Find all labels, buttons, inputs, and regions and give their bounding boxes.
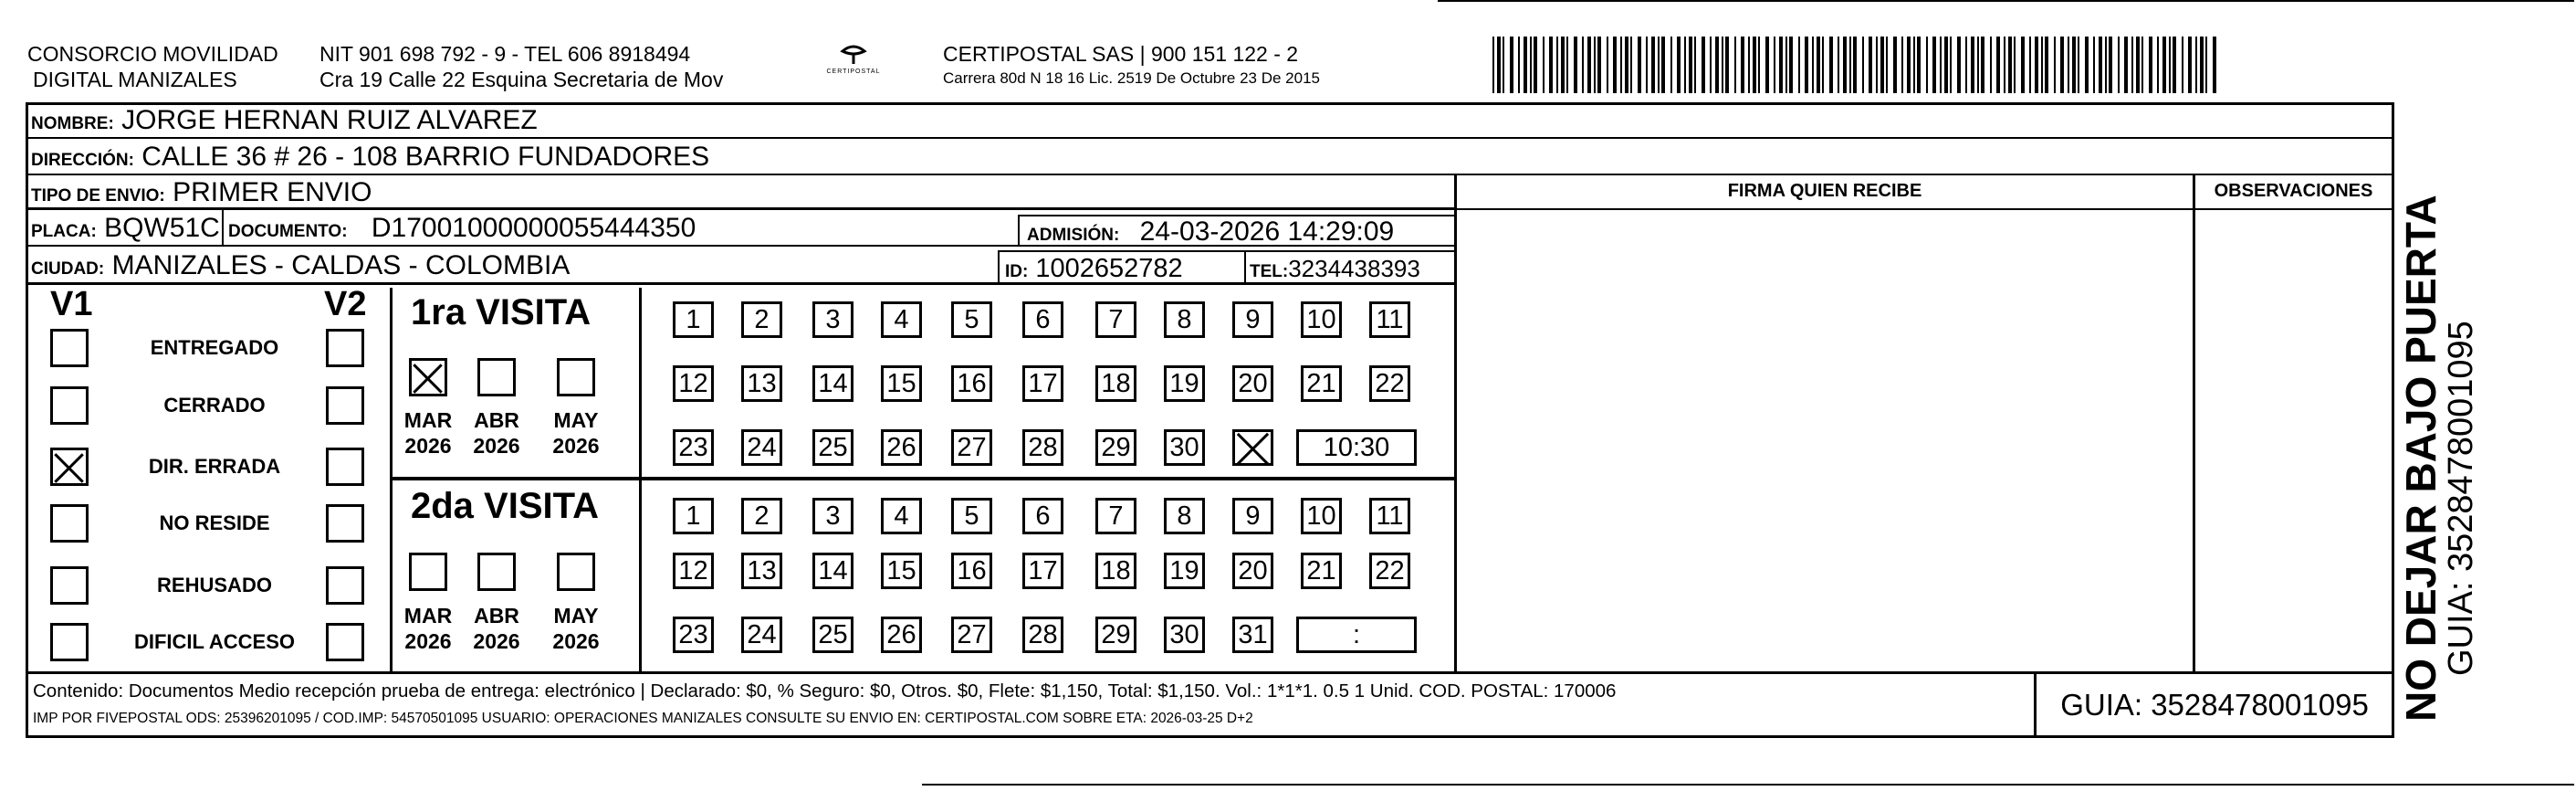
barcode-bar: [1694, 37, 1696, 93]
certipostal-license: Carrera 80d N 18 16 Lic. 2519 De Octubre 23 De 2015: [943, 69, 1320, 87]
barcode-bar: [2078, 37, 2079, 93]
barcode-bar: [1658, 37, 1660, 93]
contenido-text: Contenido: Documentos Medio recepción prueba de entrega: electrónico | Declarado: $0, % Seguro: $0, Otros. $0, Flete: $1,150, Total: $1,150. Vol.: 1*1*1. 0.5 1 Unid. COD. POSTAL: 170006: [33, 680, 1617, 701]
second-day-22[interactable]: 22: [1369, 553, 1410, 589]
barcode-bar: [2099, 37, 2102, 93]
second-day-24[interactable]: 24: [741, 617, 782, 653]
second-day-14[interactable]: 14: [812, 553, 853, 589]
firma-header: FIRMA QUIEN RECIBE: [1727, 181, 1922, 201]
barcode-bar: [1765, 37, 1769, 93]
barcode-bar: [2118, 37, 2120, 93]
barcode-bar: [2162, 37, 2166, 93]
documento-value: D17001000000055444350: [371, 213, 696, 243]
barcode-bar: [2169, 37, 2171, 93]
second-month-checkbox-1[interactable]: [477, 553, 516, 591]
barcode-bar: [2054, 37, 2056, 93]
second-day-23[interactable]: 23: [673, 617, 714, 653]
second-day-19[interactable]: 19: [1164, 553, 1205, 589]
barcode-bar: [1758, 37, 1760, 93]
barcode-bar: [1646, 37, 1648, 93]
barcode-bar: [1805, 37, 1808, 93]
ciudad-value: MANIZALES - CALDAS - COLOMBIA: [111, 250, 571, 280]
barcode-bar: [1940, 37, 1942, 93]
barcode-bar: [1913, 37, 1915, 93]
first-day-30[interactable]: 30: [1164, 429, 1205, 466]
barcode-bar: [1625, 37, 1628, 93]
v1-header: V1: [50, 285, 93, 323]
second-month-checkbox-0[interactable]: [409, 553, 447, 591]
v1-checkbox-5[interactable]: [50, 623, 89, 661]
ciudad-label: CIUDAD:: [31, 259, 105, 279]
certipostal-info: [943, 41, 1320, 90]
barcode-bar: [2004, 37, 2005, 93]
barcode-bar: [1530, 37, 1532, 93]
second-day-20[interactable]: 20: [1232, 553, 1273, 589]
company-line-1: CONSORCIO MOVILIDAD: [27, 42, 278, 66]
nit-line: NIT 901 698 792 - 9 - TEL 606 8918494: [319, 42, 691, 66]
barcode-bar: [2014, 37, 2016, 93]
v2-checkbox-5[interactable]: [326, 623, 364, 661]
barcode-bar: [1944, 37, 1948, 93]
barcode-bar: [1638, 37, 1641, 93]
barcode-bar: [2109, 37, 2112, 93]
first-day-9[interactable]: 9: [1232, 301, 1273, 338]
v2-checkbox-3[interactable]: [326, 504, 364, 543]
barcode-bar: [1926, 37, 1928, 93]
placa-value: BQW51C: [104, 213, 220, 243]
barcode-bar: [1853, 37, 1857, 93]
first-day-29[interactable]: 29: [1095, 429, 1136, 466]
first-day-7[interactable]: 7: [1095, 301, 1136, 338]
barcode-bar: [1917, 37, 1921, 93]
barcode-bar: [2072, 37, 2076, 93]
barcode-bar: [1829, 37, 1833, 93]
second-day-27[interactable]: 27: [951, 617, 992, 653]
barcode-bar: [1574, 37, 1577, 93]
first-day-26[interactable]: 26: [881, 429, 922, 466]
barcode-bar: [2008, 37, 2012, 93]
nombre-label: NOMBRE:: [31, 114, 114, 133]
barcode-bar: [2188, 37, 2192, 93]
second-day-11[interactable]: 11: [1369, 498, 1410, 534]
v1-checkbox-1[interactable]: [50, 386, 89, 425]
first-day-12[interactable]: 12: [673, 365, 714, 402]
second-day-8[interactable]: 8: [1164, 498, 1205, 534]
barcode-bar: [2041, 37, 2043, 93]
second-day-12[interactable]: 12: [673, 553, 714, 589]
second-month-label: MAR: [403, 604, 453, 628]
barcode-bar: [1981, 37, 1984, 93]
logo-text: CERTIPOSTAL: [826, 69, 881, 75]
first-visit-title: 1ra VISITA: [411, 292, 592, 332]
v2-header: V2: [324, 285, 367, 323]
barcode-bar: [1524, 37, 1527, 93]
second-month-label: MAY: [553, 604, 599, 628]
first-time-box[interactable]: 10:30: [1296, 429, 1417, 466]
first-month-label: MAY: [553, 408, 599, 432]
second-day-9[interactable]: 9: [1232, 498, 1273, 534]
first-day-25[interactable]: 25: [812, 429, 853, 466]
direccion-value: CALLE 36 # 26 - 108 BARRIO FUNDADORES: [141, 142, 710, 172]
first-day-17[interactable]: 17: [1022, 365, 1063, 402]
first-day-28[interactable]: 28: [1022, 429, 1063, 466]
barcode-bar: [1785, 37, 1787, 93]
tipo-envio-label: TIPO DE ENVIO:: [31, 186, 165, 206]
barcode-bar: [1822, 37, 1824, 93]
barcode-bar: [1543, 37, 1545, 93]
second-day-7[interactable]: 7: [1095, 498, 1136, 534]
first-day-14[interactable]: 14: [812, 365, 853, 402]
barcode-bar: [1556, 37, 1558, 93]
barcode-bar: [1862, 37, 1864, 93]
barcode-bar: [1561, 37, 1565, 93]
status-option-label: DIR. ERRADA: [148, 455, 281, 478]
second-day-26[interactable]: 26: [881, 617, 922, 653]
barcode-bar: [1503, 37, 1504, 93]
first-day-6[interactable]: 6: [1022, 301, 1063, 338]
barcode-bar: [1597, 37, 1601, 93]
barcode-bar: [2105, 37, 2107, 93]
barcode-bar: [1965, 37, 1967, 93]
tel-label: TEL:: [1250, 262, 1289, 281]
barcode-bar: [2141, 37, 2143, 93]
barcode-bar: [1901, 37, 1903, 93]
second-day-1[interactable]: 1: [673, 498, 714, 534]
second-day-21[interactable]: 21: [1301, 553, 1342, 589]
observaciones-area[interactable]: [2195, 210, 2392, 671]
imp-text: IMP POR FIVEPOSTAL ODS: 25396201095 / COD.IMP: 54570501095 USUARIO: OPERACIONES MANIZALES CONSULTE SU ENVIO EN: CERTIPOSTAL.COM SOBRE ETA: 2026-03-25 D+2: [33, 711, 1253, 726]
second-day-17[interactable]: 17: [1022, 553, 1063, 589]
second-day-4[interactable]: 4: [881, 498, 922, 534]
first-day-27[interactable]: 27: [951, 429, 992, 466]
barcode-bar: [1497, 37, 1501, 93]
barcode-bar: [1651, 37, 1655, 93]
barcode-bar: [1661, 37, 1665, 93]
barcode-bar: [2136, 37, 2140, 93]
second-day-2[interactable]: 2: [741, 498, 782, 534]
barcode-bar: [1594, 37, 1596, 93]
firma-area[interactable]: [1457, 210, 2193, 671]
barcode-bar: [2085, 37, 2089, 93]
barcode-bar: [2093, 37, 2095, 93]
edge-line: [922, 784, 2574, 786]
barcode-bar: [1957, 37, 1961, 93]
barcode-bar: [2182, 37, 2183, 93]
second-day-10[interactable]: 10: [1301, 498, 1342, 534]
barcode-bar: [1510, 37, 1513, 93]
barcode-bar: [2200, 37, 2204, 93]
barcode-bar: [2157, 37, 2159, 93]
barcode-bar: [1849, 37, 1851, 93]
row-direccion: [27, 139, 2393, 175]
barcode-bar: [1996, 37, 2000, 93]
second-day-5[interactable]: 5: [951, 498, 992, 534]
barcode-bar: [1607, 37, 1608, 93]
barcode-bar: [2205, 37, 2207, 93]
divider: [393, 477, 1454, 480]
barcode-bar: [2021, 37, 2025, 93]
id-label: ID:: [1005, 262, 1029, 281]
barcode-bar: [1620, 37, 1622, 93]
v2-checkbox-4[interactable]: [326, 566, 364, 605]
second-day-30[interactable]: 30: [1164, 617, 1205, 653]
divider: [222, 210, 224, 247]
placa-label: PLACA:: [31, 222, 97, 241]
barcode-bar: [1702, 37, 1705, 93]
barcode-bar: [1843, 37, 1847, 93]
barcode-bar: [1734, 37, 1736, 93]
first-month-label: ABR: [474, 408, 519, 432]
second-day-15[interactable]: 15: [881, 553, 922, 589]
divider: [27, 671, 2394, 674]
company-line-2: DIGITAL MANIZALES: [33, 68, 237, 91]
barcode-bar: [1774, 37, 1775, 93]
company-name: [27, 41, 278, 92]
second-visit-title: 2da VISITA: [411, 486, 599, 526]
barcode-bar: [2124, 37, 2128, 93]
barcode-bar: [1838, 37, 1839, 93]
barcode-bar: [1613, 37, 1617, 93]
v1-checkbox-3[interactable]: [50, 504, 89, 543]
barcode-bar: [2035, 37, 2038, 93]
second-year-label: 2026: [404, 629, 452, 653]
second-day-28[interactable]: 28: [1022, 617, 1063, 653]
barcode-bar: [2213, 37, 2216, 93]
barcode-bar: [1748, 37, 1750, 93]
certipostal-logo: [826, 44, 881, 75]
direccion-label: DIRECCIÓN:: [31, 151, 134, 170]
observaciones-header: OBSERVACIONES: [2214, 181, 2373, 201]
first-day-5[interactable]: 5: [951, 301, 992, 338]
barcode-bar: [1812, 37, 1814, 93]
barcode-bar: [2029, 37, 2031, 93]
second-day-31[interactable]: 31: [1232, 617, 1273, 653]
first-day-23[interactable]: 23: [673, 429, 714, 466]
first-day-8[interactable]: 8: [1164, 301, 1205, 338]
v2-checkbox-2[interactable]: [326, 448, 364, 486]
barcode-bar: [1534, 37, 1537, 93]
barcode-bar: [1869, 37, 1872, 93]
barcode-bar: [1907, 37, 1911, 93]
first-year-label: 2026: [473, 434, 520, 458]
barcode-bar: [1715, 37, 1719, 93]
barcode-bar: [1677, 37, 1681, 93]
barcode-bar: [2068, 37, 2069, 93]
first-year-label: 2026: [552, 434, 600, 458]
row-tipo-envio: [27, 175, 1454, 210]
barcode-bar: [1880, 37, 1884, 93]
barcode-bar: [1582, 37, 1584, 93]
second-month-checkbox-2[interactable]: [557, 553, 595, 591]
address-line: Cra 19 Calle 22 Esquina Secretaria de Mov: [319, 68, 724, 91]
barcode-bar: [1876, 37, 1878, 93]
second-year-label: 2026: [473, 629, 520, 653]
barcode-bar: [2173, 37, 2176, 93]
barcode-bar: [1977, 37, 1979, 93]
first-day-1[interactable]: 1: [673, 301, 714, 338]
side-guia: GUIA: 3528478001095: [2442, 321, 2480, 676]
first-month-checkbox-1[interactable]: [477, 358, 516, 396]
barcode-bar: [1725, 37, 1729, 93]
barcode-bar: [1753, 37, 1756, 93]
tel-value: 3234438393: [1288, 255, 1420, 282]
first-month-checkbox-2[interactable]: [557, 358, 595, 396]
barcode-bar: [1817, 37, 1820, 93]
barcode-bar: [2131, 37, 2133, 93]
row-nombre: [27, 102, 2393, 139]
first-day-21[interactable]: 21: [1301, 365, 1342, 402]
second-time-box[interactable]: :: [1296, 617, 1417, 653]
barcode-bar: [1492, 37, 1494, 93]
documento-label: DOCUMENTO:: [228, 222, 348, 241]
logo-icon: [840, 44, 867, 64]
barcode-bar: [1950, 37, 1952, 93]
barcode-bar: [1587, 37, 1591, 93]
barcode-bar: [1990, 37, 1992, 93]
barcode-bar: [1549, 37, 1553, 93]
first-day-20[interactable]: 20: [1232, 365, 1273, 402]
barcode-bar: [1932, 37, 1936, 93]
id-value: 1002652782: [1035, 254, 1183, 283]
barcode-bar: [1630, 37, 1632, 93]
first-day-22[interactable]: 22: [1369, 365, 1410, 402]
first-day-15[interactable]: 15: [881, 365, 922, 402]
status-option-label: NO RESIDE: [159, 512, 270, 534]
barcode-bar: [1518, 37, 1520, 93]
barcode-bar: [2149, 37, 2152, 93]
barcode: [1492, 37, 2223, 93]
v1-checkbox-4[interactable]: [50, 566, 89, 605]
barcode-bar: [1789, 37, 1793, 93]
id-field: [998, 250, 1244, 285]
status-option-label: ENTREGADO: [150, 336, 279, 359]
status-option-label: CERRADO: [163, 394, 266, 417]
first-day-11[interactable]: 11: [1369, 301, 1410, 338]
second-day-3[interactable]: 3: [812, 498, 853, 534]
company-contact: [319, 41, 723, 92]
second-day-29[interactable]: 29: [1095, 617, 1136, 653]
second-day-6[interactable]: 6: [1022, 498, 1063, 534]
barcode-bar: [1684, 37, 1686, 93]
admision-value: 24-03-2026 14:29:09: [1139, 216, 1395, 247]
barcode-bar: [2060, 37, 2064, 93]
first-day-18[interactable]: 18: [1095, 365, 1136, 402]
barcode-bar: [1689, 37, 1692, 93]
second-day-16[interactable]: 16: [951, 553, 992, 589]
first-day-31[interactable]: [1232, 429, 1273, 466]
barcode-bar: [1893, 37, 1897, 93]
first-day-13[interactable]: 13: [741, 365, 782, 402]
second-day-25[interactable]: 25: [812, 617, 853, 653]
barcode-bar: [2045, 37, 2048, 93]
divider: [2392, 175, 2394, 671]
first-month-checkbox-0[interactable]: [409, 358, 447, 396]
barcode-bar: [1741, 37, 1744, 93]
first-day-2[interactable]: 2: [741, 301, 782, 338]
second-year-label: 2026: [552, 629, 600, 653]
no-dejar-warning: NO DEJAR BAJO PUERTA: [2397, 195, 2445, 722]
second-day-18[interactable]: 18: [1095, 553, 1136, 589]
first-day-24[interactable]: 24: [741, 429, 782, 466]
admision-field: [1018, 215, 1454, 247]
barcode-bar: [1779, 37, 1783, 93]
barcode-bar: [2195, 37, 2197, 93]
first-day-4[interactable]: 4: [881, 301, 922, 338]
first-day-16[interactable]: 16: [951, 365, 992, 402]
barcode-bar: [1886, 37, 1888, 93]
v1-checkbox-0[interactable]: [50, 329, 89, 367]
first-day-19[interactable]: 19: [1164, 365, 1205, 402]
documento-field: [228, 210, 696, 247]
side-text: [2398, 128, 2478, 722]
certipostal-nit: CERTIPOSTAL SAS | 900 151 122 - 2: [943, 42, 1299, 66]
barcode-bar: [1722, 37, 1723, 93]
barcode-bar: [1971, 37, 1974, 93]
first-day-3[interactable]: 3: [812, 301, 853, 338]
first-year-label: 2026: [404, 434, 452, 458]
second-month-label: ABR: [474, 604, 519, 628]
status-option-label: REHUSADO: [157, 574, 272, 596]
barcode-bar: [1566, 37, 1568, 93]
barcode-bar: [1710, 37, 1712, 93]
barcode-bar: [1798, 37, 1800, 93]
edge-line: [1438, 0, 2574, 2]
status-option-label: DIFICIL ACCESO: [133, 630, 295, 653]
v2-checkbox-0[interactable]: [326, 329, 364, 367]
admision-label: ADMISIÓN:: [1027, 226, 1120, 245]
barcode-bar: [1670, 37, 1672, 93]
v1-checkbox-2[interactable]: [50, 448, 89, 486]
first-month-label: MAR: [403, 408, 453, 432]
first-day-10[interactable]: 10: [1301, 301, 1342, 338]
second-day-13[interactable]: 13: [741, 553, 782, 589]
v2-checkbox-1[interactable]: [326, 386, 364, 425]
nombre-value: JORGE HERNAN RUIZ ALVAREZ: [121, 105, 538, 135]
tel-field: [1244, 250, 1454, 285]
guia-footer: GUIA: 3528478001095: [2060, 688, 2369, 722]
tipo-envio-value: PRIMER ENVIO: [173, 177, 372, 207]
